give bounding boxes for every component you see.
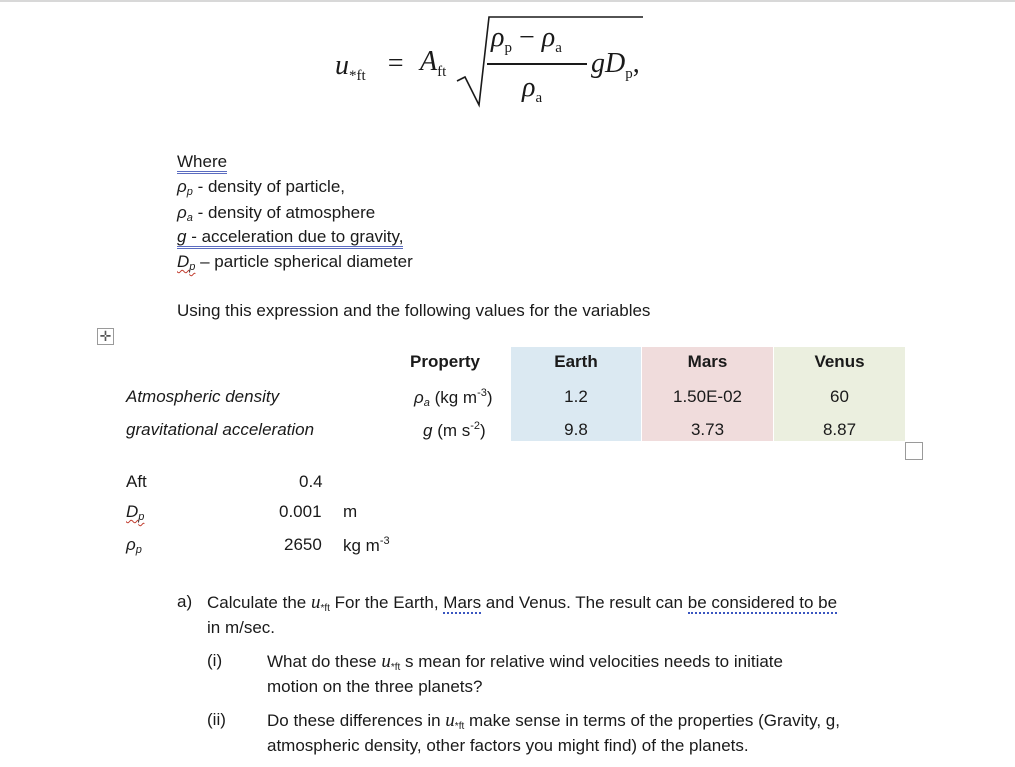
fraction-bar <box>487 63 587 65</box>
row-property-gravity: g (m $s^{-2}$) <box>423 420 486 440</box>
question-a-label: a) <box>177 592 193 611</box>
equation-coefficient: $A_{ft}$ <box>420 46 447 80</box>
table-move-handle-icon[interactable]: ✛ <box>97 328 114 345</box>
question-ii-label: (ii) <box>207 710 226 729</box>
const-dp-unit: m <box>343 502 358 521</box>
question-i-label: (i) <box>207 651 223 670</box>
const-rhop-unit: kg $m^{-3}$ <box>343 535 390 555</box>
equation-equals: = <box>386 48 405 79</box>
cell-venus-gravity: 8.87 <box>774 413 905 441</box>
header-earth: Earth <box>511 347 641 380</box>
where-item-particle-density: $\rho_p$ - density of particle, <box>177 177 345 198</box>
cell-mars-density: 1.50E-02 <box>642 380 773 413</box>
header-mars: Mars <box>642 347 773 380</box>
equation-tail: $gD_p$, <box>591 48 640 82</box>
equation-denominator: $\rho_a$ <box>522 72 543 106</box>
header-property: Property <box>410 352 480 371</box>
const-rhop-value: 2650 <box>284 535 322 554</box>
page-top-border <box>0 0 1015 2</box>
question-ii-line1: Do these differences in u*ft make sense in terms of the properties (Gravity, g, <box>267 710 840 732</box>
const-dp-value: 0.001 <box>279 502 322 521</box>
const-rhop-label: ρp <box>126 535 142 556</box>
where-heading: Where <box>177 152 227 172</box>
const-aft-value: 0.4 <box>299 472 323 491</box>
row-property-density: ρa (kg $m^{-3}$) <box>414 387 493 409</box>
cell-venus-density: 60 <box>774 380 905 413</box>
table-resize-handle[interactable] <box>905 442 923 460</box>
const-dp-label: Dp <box>126 502 145 523</box>
question-i-line2: motion on the three planets? <box>267 677 483 696</box>
question-a-line2: in m/sec. <box>207 618 276 637</box>
question-i-line1: What do these u*ft s mean for relative wind velocities needs to initiate <box>267 651 783 673</box>
equation-numerator: $\rho_p - \rho_a$ <box>491 22 562 56</box>
where-item-atmosphere-density: $\rho_a$ - density of atmosphere <box>177 203 376 224</box>
where-item-diameter: $D_p$ – particle spherical diameter <box>177 252 413 273</box>
equation-lhs: $u_{*ft}$ <box>335 50 366 84</box>
cell-mars-gravity: 3.73 <box>642 413 773 441</box>
cell-earth-gravity: 9.8 <box>511 413 641 441</box>
row-label-atmospheric-density: Atmospheric density <box>126 387 280 406</box>
const-aft-label: Aft <box>126 472 147 491</box>
where-item-gravity: g - acceleration due to gravity, <box>177 227 403 247</box>
header-venus: Venus <box>774 347 905 380</box>
question-ii-line2: atmospheric density, other factors you might find) of the planets. <box>267 736 749 755</box>
question-a-line1: Calculate the u*ft For the Earth, Mars and Venus. The result can be considered to be <box>207 592 838 614</box>
intro-text: Using this expression and the following values for the variables <box>177 301 651 320</box>
row-label-gravitational-acceleration: gravitational acceleration <box>126 420 315 439</box>
cell-earth-density: 1.2 <box>511 380 641 413</box>
